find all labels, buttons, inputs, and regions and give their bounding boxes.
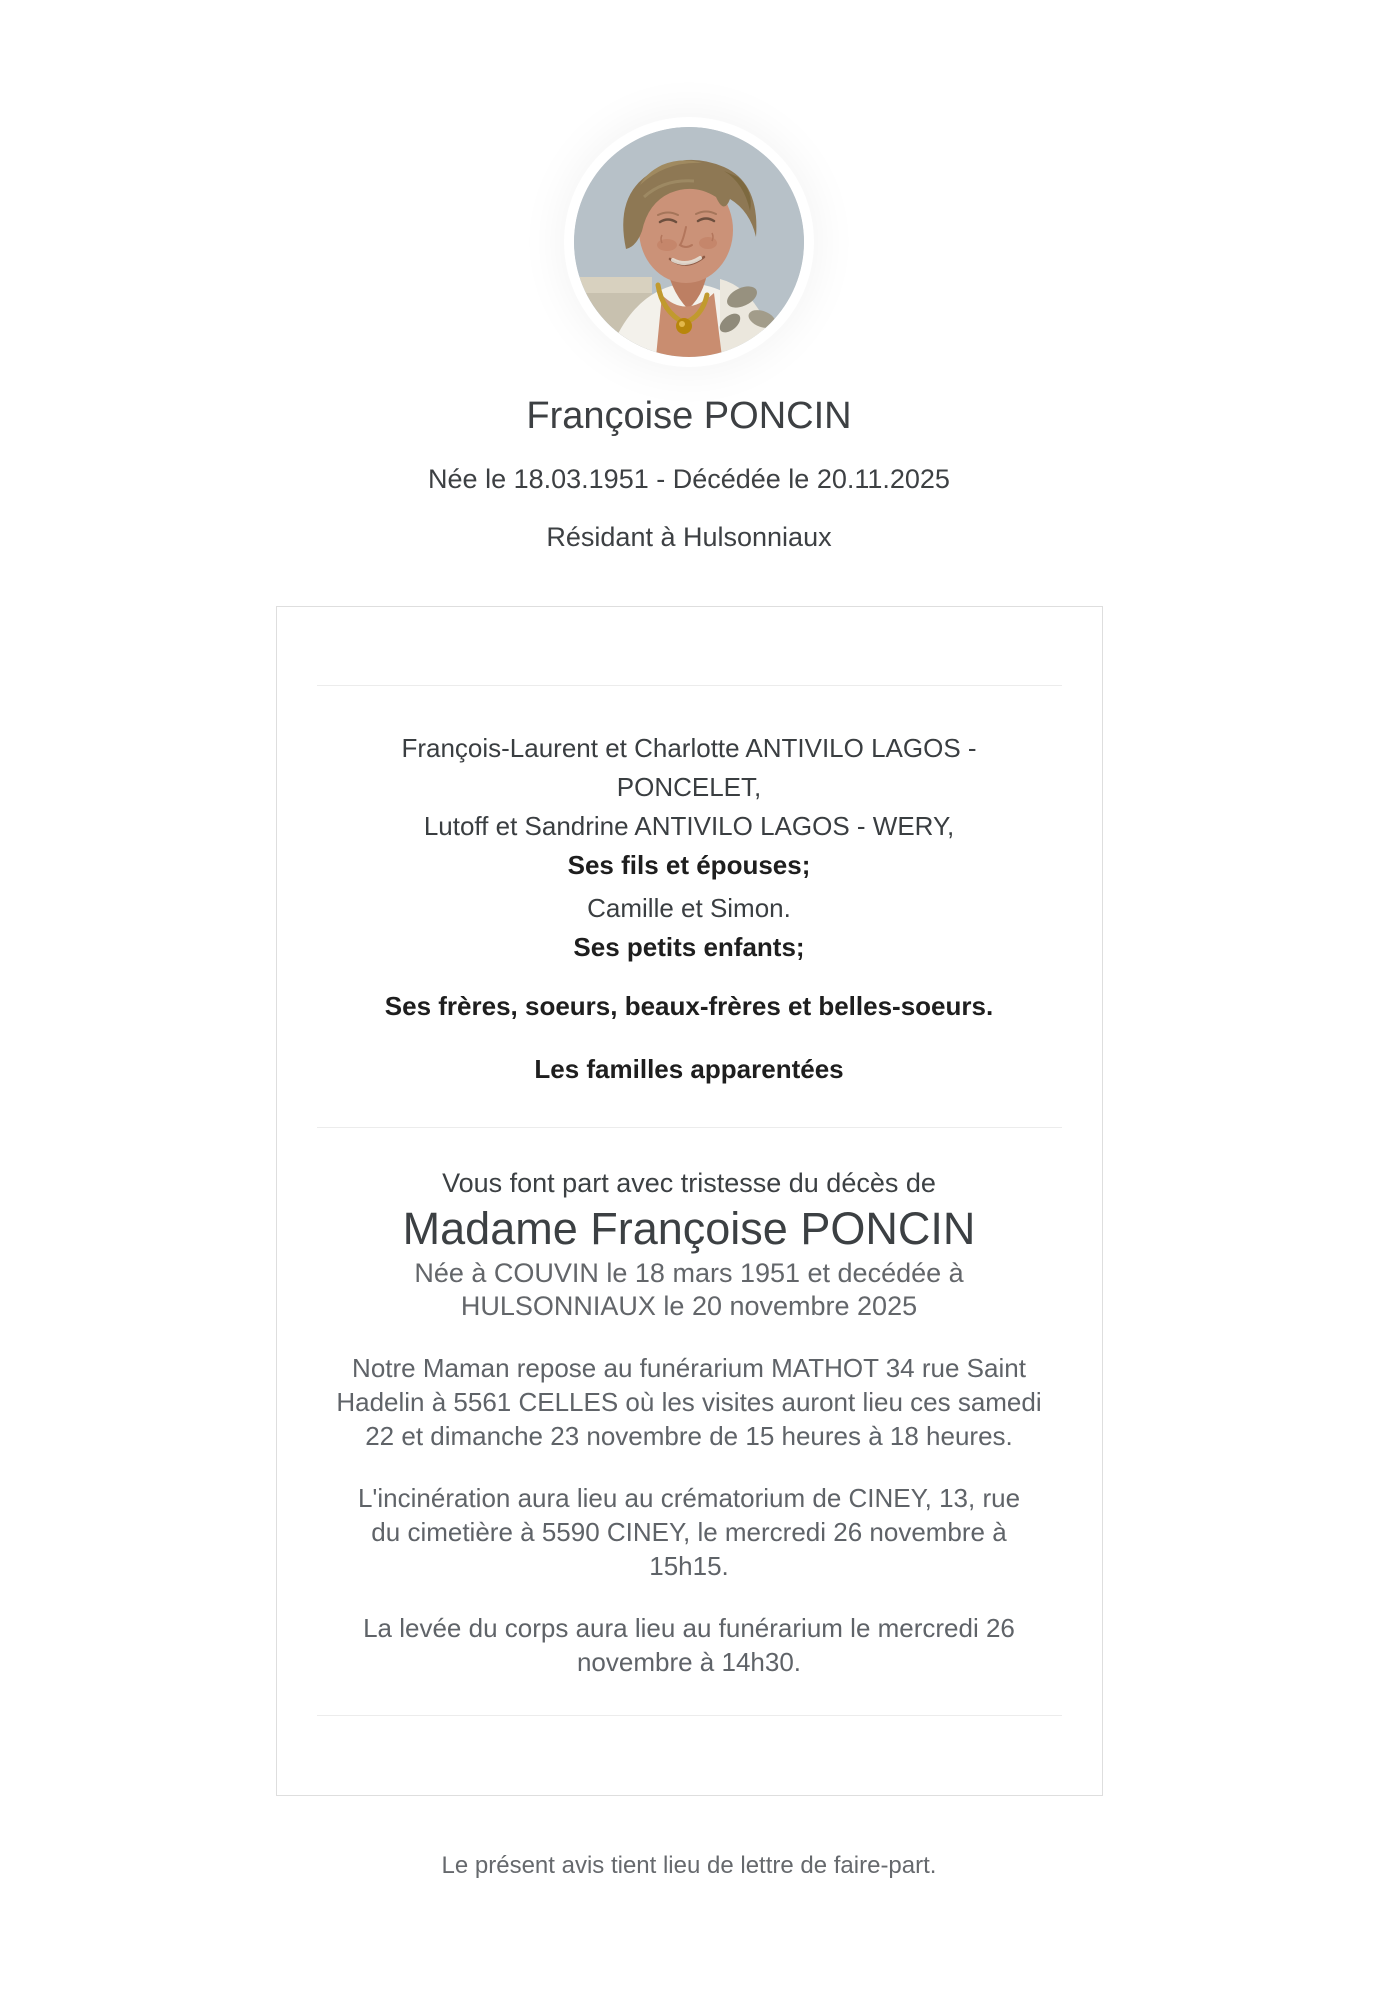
- sons-label: Ses fils et épouses;: [567, 850, 811, 880]
- paragraph-line: L'incinération aura lieu au crématorium de CINEY, 13, rue: [357, 1483, 1021, 1513]
- levee-paragraph: [313, 1611, 1066, 1679]
- detail-line: Née à COUVIN le 18 mars 1951 et decédée à: [414, 1258, 964, 1288]
- paragraph-line: La levée du corps aura lieu au funérarium le mercredi 26: [363, 1613, 1015, 1643]
- paragraph-line: du cimetière à 5590 CINEY, le mercredi 26 novembre à: [371, 1517, 1007, 1547]
- announcement-section: [313, 1165, 1066, 1679]
- card-top-spacer: [313, 607, 1066, 685]
- paragraph-line: Notre Maman repose au funérarium MATHOT 34 rue Saint: [352, 1353, 1026, 1383]
- portrait-wrap: [0, 0, 1378, 357]
- sons-block: [329, 729, 1049, 885]
- residence-line: Résidant à Hulsonniaux: [546, 522, 832, 552]
- grandchildren-block: [329, 889, 1049, 967]
- paragraph-line: 22 et dimanche 23 novembre de 15 heures à 18 heures.: [365, 1421, 1013, 1451]
- grandchildren-label: Ses petits enfants;: [573, 932, 805, 962]
- paragraph-line: 15h15.: [649, 1551, 729, 1581]
- birth-death-dates: Née le 18.03.1951 - Décédée le 20.11.2025: [428, 464, 950, 494]
- visitation-paragraph: [313, 1351, 1066, 1453]
- family-section: [313, 729, 1066, 1089]
- siblings-label: Ses frères, soeurs, beaux-frères et belles-soeurs.: [384, 991, 994, 1021]
- faire-part-note: Le présent avis tient lieu de lettre de faire-part.: [441, 1852, 937, 1879]
- announcement-birth-death-detail: [313, 1257, 1066, 1323]
- sons-line: PONCELET,: [616, 772, 762, 802]
- sons-line: François-Laurent et Charlotte ANTIVILO LAGOS -: [401, 733, 977, 763]
- families-label: Les familles apparentées: [534, 1054, 844, 1084]
- announcement-card: [276, 606, 1103, 1796]
- card-divider-top: [317, 685, 1062, 686]
- card-divider-middle: [317, 1127, 1062, 1128]
- paragraph-line: Hadelin à 5561 CELLES où les visites auront lieu ces samedi: [336, 1387, 1042, 1417]
- paragraph-line: novembre à 14h30.: [576, 1647, 802, 1677]
- grandchildren-names: Camille et Simon.: [587, 893, 791, 923]
- detail-line: HULSONNIAUX le 20 novembre 2025: [460, 1291, 918, 1321]
- cremation-paragraph: [313, 1481, 1066, 1583]
- portrait-illustration: [574, 127, 804, 357]
- portrait-photo: [574, 127, 804, 357]
- announcement-intro: Vous font part avec tristesse du décès de: [442, 1168, 936, 1198]
- deceased-name: Françoise PONCIN: [526, 395, 852, 437]
- announcement-name: Madame Françoise PONCIN: [402, 1203, 976, 1254]
- card-bottom-spacer: [313, 1716, 1066, 1795]
- sons-line: Lutoff et Sandrine ANTIVILO LAGOS - WERY,: [423, 811, 955, 841]
